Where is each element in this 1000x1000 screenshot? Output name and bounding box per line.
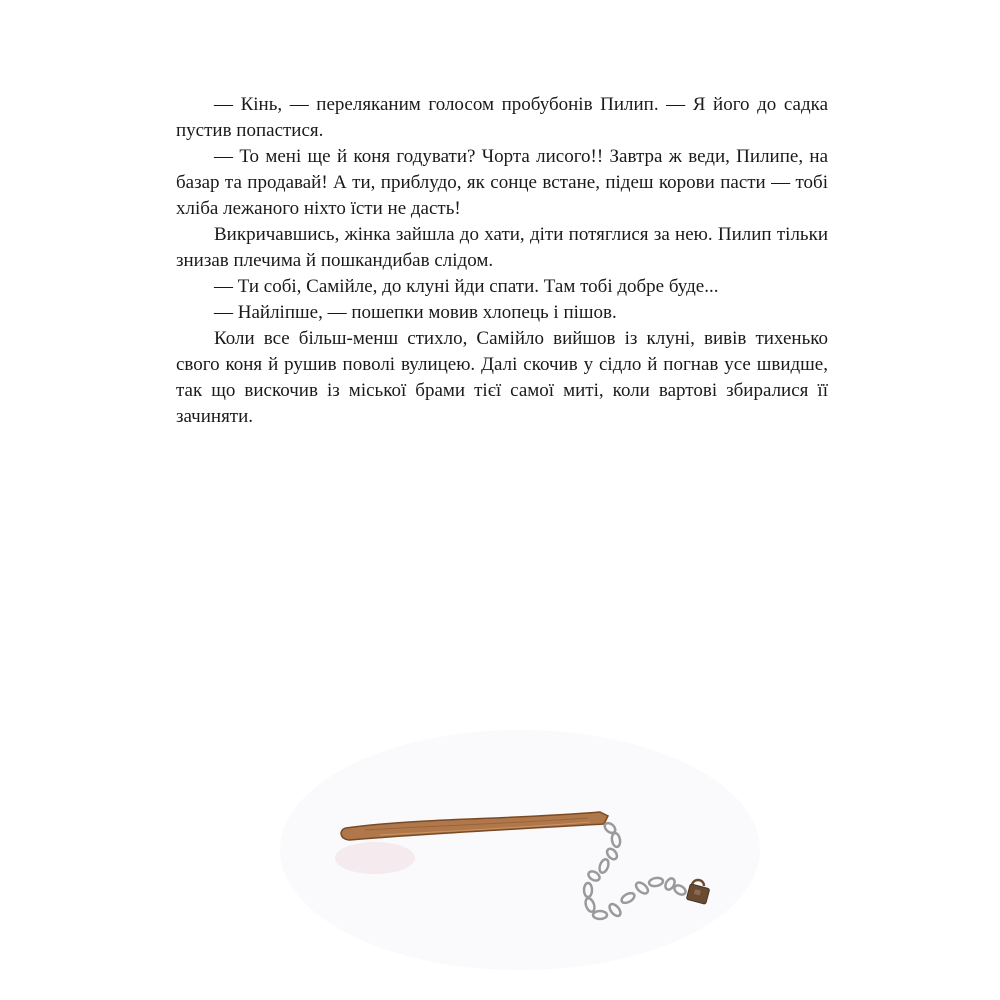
illustration xyxy=(270,700,770,980)
paragraph: — Найліпше, — пошепки мовив хлопець і пішов. xyxy=(214,302,617,323)
paragraph: Викричавшись, жінка зайшла до хати, діти потяглися за нею. Пилип тільки знизав плечима й пошкандибав слідом. xyxy=(176,224,828,271)
stick-with-chain-and-padlock-icon xyxy=(270,700,770,980)
paragraph: — То мені ще й коня годувати? Чорта лисого!! Завтра ж веди, Пилипе, на базар та продавай! А ти, приблудо, як сонце встане, підеш корови пасти — тобі хліба лежаного ніхто їсти не дасть! xyxy=(176,146,828,219)
paragraph: Коли все більш-менш стихло, Самійло вийшов із клуні, вивів тихенько свого коня й рушив поволі вулицею. Далі скочив у сідло й погнав усе швидше, так що вискочив із міської брами тієї самої миті, коли вартові збиралися її зачиняти. xyxy=(176,328,828,427)
paragraph: — Ти собі, Самійле, до клуні йди спати. Там тобі добре буде... xyxy=(214,276,719,297)
page-text xyxy=(176,92,828,430)
paragraph: — Кінь, — переляканим голосом пробубонів Пилип. — Я його до садка пустив попастися. xyxy=(176,94,828,141)
